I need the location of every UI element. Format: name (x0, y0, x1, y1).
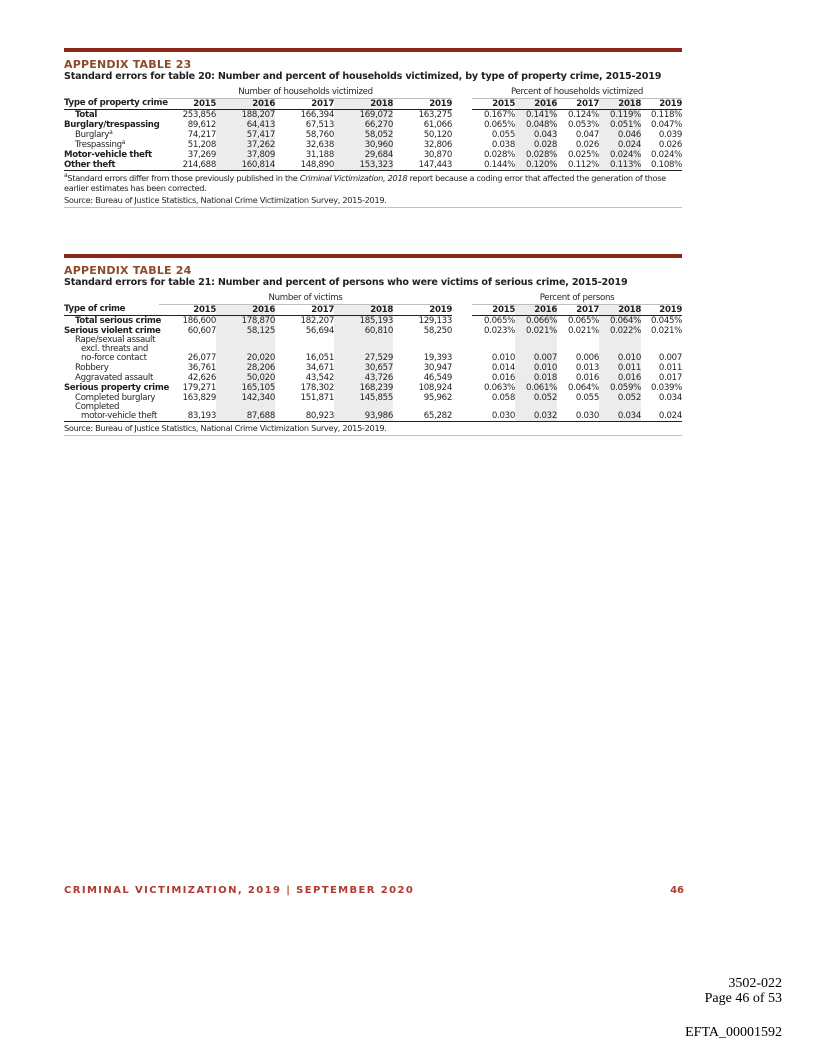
row-label: Burglary$^a$ (75, 128, 113, 140)
value-cell: 0.043 (515, 130, 557, 140)
value-cell: 0.046 (599, 130, 641, 140)
col-year: 2018 (599, 304, 641, 315)
value-cell: 65,282 (393, 403, 452, 422)
row-label: Completed motor-vehicle theft (64, 403, 159, 422)
col-year: 2016 (515, 98, 557, 109)
value-cell: 30,947 (423, 362, 452, 373)
value-cell: 142,340 (216, 393, 275, 403)
col-year: 2017 (275, 98, 334, 109)
value-cell: 0.065% (484, 119, 515, 130)
data-table (64, 87, 682, 171)
row-label: Rape/sexual assault excl. threats and no-force contact (75, 334, 156, 363)
value-cell: 178,302 (300, 382, 334, 393)
row-label: Completed burglary (75, 392, 156, 403)
value-cell: 87,688 (216, 403, 275, 422)
value-cell: 166,394 (300, 109, 334, 120)
value-cell: 0.018 (515, 373, 557, 383)
value-cell: 93,986 (334, 403, 393, 422)
appendix-table-24 (64, 254, 682, 436)
table-row (64, 383, 682, 393)
col-year: 2015 (159, 98, 216, 109)
value-cell: 0.058 (491, 392, 515, 403)
page-footer (64, 885, 684, 896)
value-cell: 0.124% (568, 109, 599, 120)
value-cell: 168,239 (334, 383, 393, 393)
value-cell: 0.021% (651, 325, 683, 336)
value-cell: 0.010 (515, 363, 557, 373)
value-cell: 0.065% (484, 315, 515, 326)
table-row (64, 315, 682, 326)
value-cell: 67,513 (305, 119, 334, 130)
col-year: 2016 (515, 304, 557, 315)
table-row (64, 393, 682, 403)
value-cell: 16,051 (305, 352, 334, 363)
value-cell: 46,549 (423, 372, 452, 383)
col-year: 2016 (216, 98, 275, 109)
table-row (64, 150, 682, 160)
value-cell: 74,217 (187, 129, 216, 140)
value-cell: 0.108% (641, 160, 682, 171)
col-year: 2015 (472, 98, 515, 109)
value-cell: 148,890 (275, 160, 334, 171)
footnote: $^a$Standard errors differ from those previously published in the Criminal Victimization, 2018 report because a coding error that affected the generation of those earlier estimates has been corrected. (64, 171, 666, 193)
value-cell: 30,960 (334, 140, 393, 150)
col-year: 2018 (334, 304, 393, 315)
value-cell: 0.055 (575, 392, 599, 403)
col-year: 2019 (641, 98, 682, 109)
value-cell: 0.065% (568, 315, 599, 326)
value-cell: 0.039 (658, 129, 683, 140)
value-cell: 0.017 (658, 372, 683, 383)
row-label: Serious property crime (64, 382, 170, 393)
value-cell: 30,657 (334, 363, 393, 373)
value-cell: 42,626 (187, 372, 216, 383)
value-cell: 163,829 (182, 392, 216, 403)
value-cell: 95,962 (423, 392, 452, 403)
value-cell: 0.030 (557, 403, 599, 422)
value-cell: 129,133 (418, 315, 452, 326)
row-label: Trespassing$^a$ (75, 138, 126, 150)
value-cell: 43,542 (305, 372, 334, 383)
row-label: Burglary/trespassing (64, 119, 160, 130)
group-header-percent: Percent of persons (472, 293, 682, 304)
value-cell: 66,270 (334, 120, 393, 130)
row-label: Other theft (64, 160, 159, 171)
value-cell: 0.007 (658, 352, 683, 363)
appendix-table-23 (64, 48, 682, 208)
table-row (64, 160, 682, 171)
col-year: 2019 (393, 304, 452, 315)
value-cell: 0.010 (599, 336, 641, 363)
value-cell: 0.024% (599, 150, 641, 160)
value-cell: 0.011 (599, 363, 641, 373)
row-label: Total serious crime (75, 315, 162, 326)
doc-id: 3502-022 (728, 976, 782, 991)
value-cell: 0.006 (575, 352, 599, 363)
value-cell: 31,188 (305, 149, 334, 160)
value-cell: 0.021% (515, 326, 557, 336)
data-table (64, 293, 682, 422)
table-title: Standard errors for table 20: Number and percent of households victimized, by type of property crime, 2015-2019 (64, 71, 662, 82)
value-cell: 32,806 (423, 139, 452, 150)
value-cell: 0.030 (472, 403, 515, 422)
value-cell: 0.021% (568, 325, 599, 336)
value-cell: 153,323 (334, 160, 393, 171)
value-cell: 0.048% (515, 120, 557, 130)
value-cell: 147,443 (393, 160, 452, 171)
value-cell: 0.063% (484, 382, 515, 393)
value-cell: 0.028% (515, 150, 557, 160)
row-label: Motor-vehicle theft (64, 149, 152, 160)
value-cell: 0.053% (568, 119, 599, 130)
value-cell: 0.045% (651, 315, 683, 326)
page-of: Page 46 of 53 (704, 991, 782, 1006)
table-row (64, 120, 682, 130)
row-label: Robbery (75, 362, 109, 373)
value-cell: 253,856 (182, 109, 216, 120)
section-rule (64, 48, 682, 52)
value-cell: 0.024% (651, 149, 683, 160)
value-cell: 51,208 (187, 139, 216, 150)
col-year: 2017 (557, 304, 599, 315)
value-cell: 0.024 (599, 140, 641, 150)
value-cell: 0.055 (491, 129, 515, 140)
value-cell: 0.011 (658, 362, 683, 373)
value-cell: 0.025% (568, 149, 599, 160)
value-cell: 0.064% (568, 382, 599, 393)
value-cell: 178,870 (216, 315, 275, 326)
table-row (64, 326, 682, 336)
value-cell: 0.047% (651, 119, 683, 130)
source-note: Source: Bureau of Justice Statistics, National Crime Victimization Survey, 2015-2019. (64, 423, 682, 436)
value-cell: 160,814 (216, 160, 275, 171)
value-cell: 0.066% (515, 315, 557, 326)
value-cell: 179,271 (182, 382, 216, 393)
row-label: Total (75, 109, 97, 120)
value-cell: 0.059% (599, 383, 641, 393)
value-cell: 0.144% (472, 160, 515, 171)
value-cell: 163,275 (418, 109, 452, 120)
value-cell: 0.034 (599, 403, 641, 422)
value-cell: 57,417 (216, 130, 275, 140)
value-cell: 0.038 (491, 139, 515, 150)
value-cell: 108,924 (418, 382, 452, 393)
value-cell: 0.034 (658, 392, 683, 403)
value-cell: 0.120% (515, 160, 557, 171)
table-row (64, 140, 682, 150)
value-cell: 36,761 (187, 362, 216, 373)
value-cell: 60,607 (187, 325, 216, 336)
value-cell: 37,262 (216, 140, 275, 150)
col-year: 2019 (641, 304, 682, 315)
value-cell: 19,393 (423, 352, 452, 363)
value-cell: 0.167% (484, 109, 515, 120)
value-cell: 0.014 (491, 362, 515, 373)
table-label: APPENDIX TABLE 24 (64, 264, 192, 277)
col-year: 2017 (557, 98, 599, 109)
value-cell: 27,529 (334, 336, 393, 363)
value-cell: 185,193 (334, 315, 393, 326)
value-cell: 0.028% (484, 149, 515, 160)
efta-stamp: EFTA_00001592 (685, 1025, 782, 1040)
value-cell: 0.112% (557, 160, 599, 171)
row-header: Type of crime (64, 304, 159, 315)
value-cell: 83,193 (159, 403, 216, 422)
value-cell: 145,855 (334, 393, 393, 403)
value-cell: 0.016 (575, 372, 599, 383)
value-cell: 188,207 (216, 109, 275, 120)
table-row (64, 130, 682, 140)
value-cell: 50,020 (216, 373, 275, 383)
group-header-percent: Percent of households victimized (472, 87, 682, 98)
value-cell: 58,250 (423, 325, 452, 336)
value-cell: 0.051% (599, 120, 641, 130)
value-cell: 0.023% (484, 325, 515, 336)
col-year: 2015 (472, 304, 515, 315)
value-cell: 58,125 (216, 326, 275, 336)
value-cell: 43,726 (334, 373, 393, 383)
value-cell: 0.026 (575, 139, 599, 150)
value-cell: 29,684 (334, 150, 393, 160)
section-rule (64, 254, 682, 258)
value-cell: 0.118% (651, 109, 683, 120)
value-cell: 64,413 (216, 120, 275, 130)
value-cell: 0.047 (575, 129, 599, 140)
table-title: Standard errors for table 21: Number and percent of persons who were victims of serious crime, 2015-2019 (64, 277, 628, 288)
value-cell: 165,105 (216, 383, 275, 393)
value-cell: 0.016 (491, 372, 515, 383)
value-cell: 60,810 (334, 326, 393, 336)
table-label: APPENDIX TABLE 23 (64, 58, 192, 71)
value-cell: 0.024 (641, 403, 682, 422)
value-cell: 182,207 (300, 315, 334, 326)
document-stamp (705, 976, 782, 1006)
value-cell: 0.052 (515, 393, 557, 403)
table-row (64, 109, 682, 120)
value-cell: 80,923 (275, 403, 334, 422)
col-year: 2017 (275, 304, 334, 315)
value-cell: 0.061% (515, 383, 557, 393)
value-cell: 0.141% (515, 109, 557, 120)
value-cell: 186,600 (182, 315, 216, 326)
value-cell: 20,020 (216, 336, 275, 363)
value-cell: 58,760 (305, 129, 334, 140)
table-row (64, 336, 682, 363)
value-cell: 0.032 (515, 403, 557, 422)
row-label: Aggravated assault (75, 372, 154, 383)
page-number: 46 (670, 885, 684, 896)
value-cell: 0.010 (491, 352, 515, 363)
value-cell: 214,688 (159, 160, 216, 171)
value-cell: 0.113% (599, 160, 641, 171)
value-cell: 0.039% (651, 382, 683, 393)
col-year: 2018 (334, 98, 393, 109)
value-cell: 28,206 (216, 363, 275, 373)
value-cell: 151,871 (300, 392, 334, 403)
table-row (64, 373, 682, 383)
value-cell: 32,638 (305, 139, 334, 150)
value-cell: 0.028 (515, 140, 557, 150)
row-header: Type of property crime (64, 98, 168, 109)
col-year: 2016 (216, 304, 275, 315)
group-header-number: Number of households victimized (159, 87, 452, 98)
value-cell: 0.013 (575, 362, 599, 373)
value-cell: 0.064% (599, 315, 641, 326)
value-cell: 0.007 (515, 336, 557, 363)
value-cell: 58,052 (334, 130, 393, 140)
row-label: Serious violent crime (64, 325, 161, 336)
value-cell: 0.016 (599, 373, 641, 383)
col-year: 2015 (159, 304, 216, 315)
value-cell: 37,269 (187, 149, 216, 160)
table-row (64, 363, 682, 373)
value-cell: 0.022% (599, 326, 641, 336)
col-year: 2018 (599, 98, 641, 109)
source-note: Source: Bureau of Justice Statistics, National Crime Victimization Survey, 2015-2019. (64, 195, 682, 208)
value-cell: 0.119% (599, 109, 641, 120)
footer-publication: CRIMINAL VICTIMIZATION, 2019 | SEPTEMBER 2020 (64, 885, 415, 896)
value-cell: 61,066 (423, 119, 452, 130)
value-cell: 30,870 (423, 149, 452, 160)
value-cell: 56,694 (305, 325, 334, 336)
value-cell: 34,671 (305, 362, 334, 373)
group-header-number: Number of victims (159, 293, 452, 304)
value-cell: 0.052 (599, 393, 641, 403)
col-year: 2019 (393, 98, 452, 109)
value-cell: 0.026 (658, 139, 683, 150)
value-cell: 26,077 (187, 352, 216, 363)
value-cell: 169,072 (334, 109, 393, 120)
value-cell: 50,120 (423, 129, 452, 140)
table-row (64, 403, 682, 422)
value-cell: 37,809 (216, 150, 275, 160)
value-cell: 89,612 (187, 119, 216, 130)
